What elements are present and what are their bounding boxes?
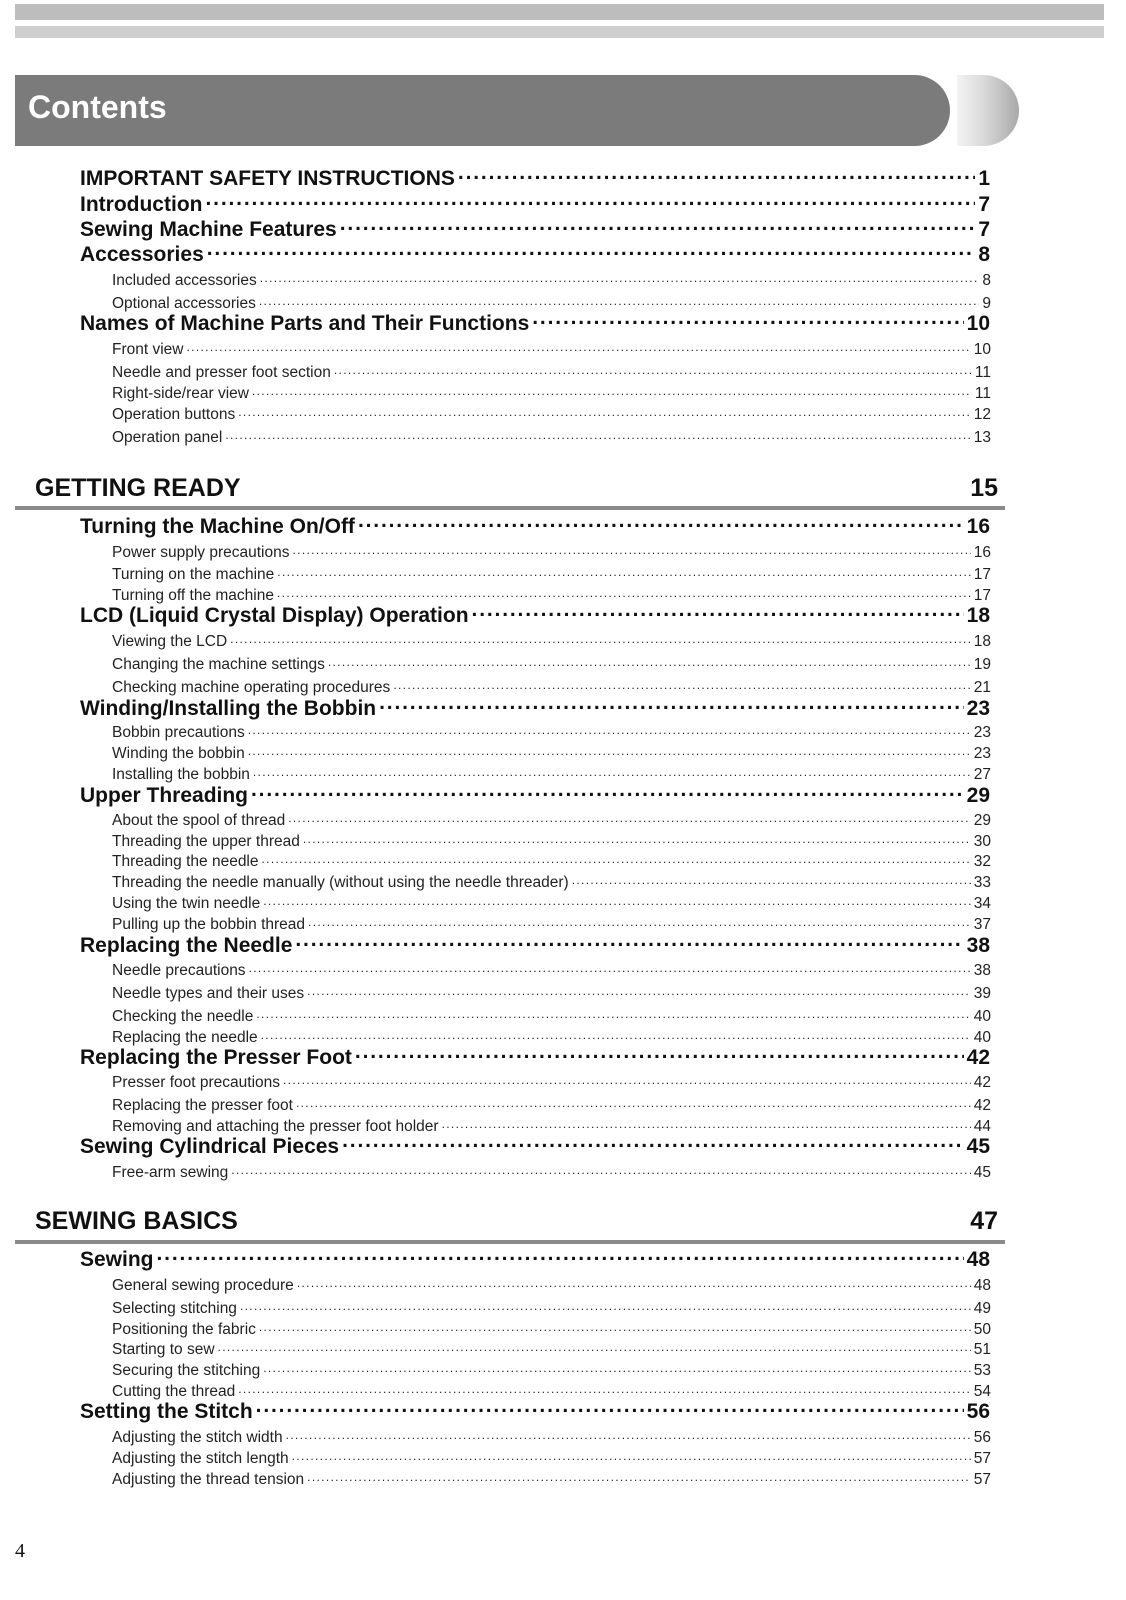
dot-leader — [358, 512, 964, 533]
dot-leader — [248, 742, 971, 758]
toc-entry-title: Names of Machine Parts and Their Functions — [80, 312, 530, 335]
toc-subentry[interactable] — [112, 1005, 991, 1026]
section-heading[interactable] — [35, 1207, 998, 1236]
dot-leader — [263, 892, 971, 908]
toc-entry-page: 8 — [978, 243, 990, 266]
toc-entry-page: 7 — [978, 218, 990, 241]
toc-chapter-entry[interactable] — [80, 1132, 990, 1159]
toc-entry-title: Replacing the Presser Foot — [80, 1046, 352, 1069]
toc-entry-page: 44 — [973, 1117, 991, 1135]
toc-entry-title: Using the twin needle — [112, 894, 261, 912]
toc-entry-title: Needle types and their uses — [112, 984, 305, 1002]
toc-entry-page: 23 — [966, 697, 990, 720]
dot-leader — [293, 541, 971, 557]
dot-leader — [225, 426, 970, 442]
toc-entry-page: 38 — [973, 961, 991, 979]
dot-leader — [157, 1245, 964, 1266]
section-heading[interactable] — [35, 474, 998, 503]
toc-entry-title: Operation buttons — [112, 405, 236, 423]
toc-entry-title: Right-side/rear view — [112, 384, 249, 402]
toc-entry-title: Turning the Machine On/Off — [80, 515, 355, 538]
dot-leader — [256, 1005, 970, 1021]
toc-entry-title: Winding/Installing the Bobbin — [80, 697, 377, 720]
toc-entry-page: 16 — [966, 515, 990, 538]
toc-entry-title: Installing the bobbin — [112, 765, 250, 783]
toc-entry-page: 57 — [973, 1470, 991, 1488]
dot-leader — [238, 1380, 971, 1396]
toc-entry-page: 45 — [973, 1163, 991, 1181]
toc-entry-title: Optional accessories — [112, 294, 256, 312]
toc-entry-page: 21 — [973, 678, 991, 696]
dot-leader — [230, 630, 971, 646]
toc-entry-title: Free-arm sewing — [112, 1163, 229, 1181]
toc-chapter-entry[interactable] — [80, 1043, 990, 1070]
section-rule — [15, 506, 1005, 510]
toc-entry-title: Threading the needle — [112, 852, 259, 870]
section-rule — [15, 1240, 1005, 1244]
toc-entry-page: 29 — [973, 811, 991, 829]
toc-chapter-entry[interactable] — [80, 1397, 990, 1424]
toc-entry-title: Introduction — [80, 193, 203, 216]
toc-entry-title: Removing and attaching the presser foot holder — [112, 1117, 439, 1135]
section-title: SEWING BASICS — [35, 1207, 238, 1235]
toc-subentry[interactable] — [112, 1426, 991, 1447]
toc-entry-title: Replacing the needle — [112, 1028, 258, 1046]
dot-leader — [283, 1071, 971, 1087]
toc-entry-title: Starting to sew — [112, 1340, 215, 1358]
dot-leader — [379, 694, 964, 715]
dot-leader — [307, 1468, 971, 1484]
toc-entry-page: 17 — [973, 586, 991, 604]
top-decorative-rule — [15, 4, 1104, 38]
toc-entry-title: Replacing the presser foot — [112, 1096, 293, 1114]
toc-entry-page: 17 — [973, 565, 991, 583]
dot-leader — [259, 1318, 971, 1334]
toc-entry-page: 42 — [973, 1096, 991, 1114]
dot-leader — [355, 1043, 964, 1064]
page-title: Contents — [28, 89, 167, 125]
toc-entry-page: 10 — [966, 312, 990, 335]
toc-chapter-entry[interactable] — [80, 694, 990, 721]
toc-entry-title: Securing the stitching — [112, 1361, 261, 1379]
toc-entry-page: 27 — [973, 765, 991, 783]
toc-entry-title: LCD (Liquid Crystal Display) Operation — [80, 604, 469, 627]
toc-entry-page: 23 — [973, 744, 991, 762]
toc-entry-title: Presser foot precautions — [112, 1073, 281, 1091]
toc-subentry[interactable] — [112, 1359, 991, 1380]
toc-entry-title: Turning on the machine — [112, 565, 275, 583]
dot-leader — [261, 1026, 971, 1042]
toc-entry-page: 13 — [973, 428, 991, 446]
toc-entry-page: 30 — [973, 832, 991, 850]
dot-leader — [240, 1297, 971, 1313]
toc-entry-page: 18 — [973, 632, 991, 650]
toc-entry-title: Checking machine operating procedures — [112, 678, 391, 696]
toc-chapter-entry[interactable] — [80, 215, 990, 242]
toc-entry-page: 39 — [973, 984, 991, 1002]
toc-entry-page: 11 — [974, 384, 991, 402]
toc-subentry[interactable] — [112, 426, 991, 447]
dot-leader — [277, 584, 971, 600]
toc-subentry[interactable] — [112, 1071, 991, 1092]
page-number: 4 — [15, 1540, 25, 1562]
toc-entry-page: 23 — [973, 723, 991, 741]
toc-entry-title: IMPORTANT SAFETY INSTRUCTIONS — [80, 167, 455, 190]
toc-entry-page: 19 — [973, 655, 991, 673]
toc-entry-page: 48 — [973, 1276, 991, 1294]
dot-leader — [472, 601, 964, 622]
dot-leader — [295, 931, 963, 952]
toc-entry-title: Threading the needle manually (without using the needle threader) — [112, 873, 569, 891]
toc-entry-title: Turning off the machine — [112, 586, 274, 604]
toc-entry-title: Winding the bobbin — [112, 744, 245, 762]
dot-leader — [251, 781, 964, 802]
dot-leader — [308, 913, 971, 929]
toc-entry-page: 50 — [973, 1320, 991, 1338]
dot-leader — [572, 871, 971, 887]
toc-subentry[interactable] — [112, 361, 991, 382]
toc-entry-page: 11 — [974, 363, 991, 381]
toc-subentry[interactable] — [112, 1161, 991, 1182]
toc-chapter-entry[interactable] — [80, 1245, 990, 1272]
dot-leader — [303, 830, 971, 846]
toc-entry-title: Sewing Machine Features — [80, 218, 337, 241]
toc-subentry[interactable] — [112, 871, 991, 892]
section-page: 47 — [970, 1207, 998, 1235]
toc-subentry[interactable] — [112, 1297, 991, 1318]
toc-subentry[interactable] — [112, 403, 991, 424]
toc-entry-page: 53 — [973, 1361, 991, 1379]
toc-entry-page: 45 — [966, 1135, 990, 1158]
toc-subentry[interactable] — [112, 1318, 991, 1339]
dot-leader — [532, 309, 963, 330]
section-title: GETTING READY — [35, 474, 241, 502]
toc-subentry[interactable] — [112, 1447, 991, 1468]
toc-entry-title: Positioning the fabric — [112, 1320, 256, 1338]
dot-leader — [231, 1161, 970, 1177]
dot-leader — [340, 215, 976, 236]
dot-leader — [442, 1115, 971, 1131]
dot-leader — [262, 850, 971, 866]
dot-leader — [187, 338, 971, 354]
toc-entry-title: Adjusting the stitch width — [112, 1428, 283, 1446]
toc-entry-title: Operation panel — [112, 428, 223, 446]
toc-entry-title: Checking the needle — [112, 1007, 254, 1025]
toc-entry-page: 37 — [973, 915, 991, 933]
toc-entry-title: Upper Threading — [80, 784, 249, 807]
banner-tip-decoration — [957, 75, 1019, 146]
toc-entry-title: Pulling up the bobbin thread — [112, 915, 306, 933]
toc-entry-page: 34 — [973, 894, 991, 912]
dot-leader — [288, 809, 971, 825]
toc-entry-title: Power supply precautions — [112, 543, 290, 561]
toc-entry-page: 10 — [973, 340, 991, 358]
dot-leader — [218, 1338, 971, 1354]
toc-subentry[interactable] — [112, 563, 991, 584]
toc-entry-title: Front view — [112, 340, 184, 358]
toc-entry-page: 49 — [973, 1299, 991, 1317]
dot-leader — [277, 563, 970, 579]
toc-subentry[interactable] — [112, 809, 991, 830]
dot-leader — [296, 1094, 971, 1110]
toc-entry-title: Replacing the Needle — [80, 934, 293, 957]
toc-entry-page: 48 — [966, 1248, 990, 1271]
toc-entry-page: 40 — [973, 1028, 991, 1046]
toc-subentry[interactable] — [112, 742, 991, 763]
toc-entry-page: 54 — [973, 1382, 991, 1400]
toc-subentry[interactable] — [112, 1094, 991, 1115]
dot-leader — [342, 1132, 964, 1153]
toc-subentry[interactable] — [112, 892, 991, 913]
toc-entry-page: 40 — [973, 1007, 991, 1025]
toc-entry-page: 38 — [966, 934, 990, 957]
dot-leader — [307, 982, 971, 998]
dot-leader — [260, 269, 980, 285]
toc-entry-page: 51 — [973, 1340, 991, 1358]
toc-subentry[interactable] — [112, 830, 991, 851]
toc-entry-title: Needle and presser foot section — [112, 363, 331, 381]
dot-leader — [328, 653, 971, 669]
dot-leader — [286, 1426, 971, 1442]
toc-entry-title: Needle precautions — [112, 961, 246, 979]
toc-subentry[interactable] — [112, 541, 991, 562]
toc-subentry[interactable] — [112, 721, 991, 742]
dot-leader — [238, 403, 971, 419]
dot-leader — [252, 382, 972, 398]
toc-chapter-entry[interactable] — [80, 240, 990, 267]
contents-banner — [15, 75, 950, 146]
toc-entry-page: 56 — [966, 1400, 990, 1423]
toc-chapter-entry[interactable] — [80, 781, 990, 808]
toc-entry-page: 33 — [973, 873, 991, 891]
dot-leader — [458, 164, 975, 185]
dot-leader — [263, 1359, 971, 1375]
toc-entry-page: 7 — [978, 193, 990, 216]
toc-chapter-entry[interactable] — [80, 309, 990, 336]
dot-leader — [205, 190, 975, 211]
toc-entry-page: 8 — [982, 271, 991, 289]
toc-entry-title: Accessories — [80, 243, 204, 266]
toc-entry-title: Threading the upper thread — [112, 832, 300, 850]
toc-subentry[interactable] — [112, 653, 991, 674]
dot-leader — [207, 240, 976, 261]
toc-entry-title: Changing the machine settings — [112, 655, 325, 673]
toc-entry-page: 42 — [973, 1073, 991, 1091]
toc-subentry[interactable] — [112, 1274, 991, 1295]
toc-subentry[interactable] — [112, 959, 991, 980]
toc-subentry[interactable] — [112, 850, 991, 871]
toc-entry-title: Setting the Stitch — [80, 1400, 253, 1423]
toc-entry-page: 32 — [973, 852, 991, 870]
toc-subentry[interactable] — [112, 382, 991, 403]
toc-subentry[interactable] — [112, 338, 991, 359]
toc-entry-page: 16 — [973, 543, 991, 561]
toc-entry-title: Cutting the thread — [112, 1382, 236, 1400]
toc-entry-title: General sewing procedure — [112, 1276, 294, 1294]
toc-chapter-entry[interactable] — [80, 164, 990, 191]
toc-entry-page: 56 — [973, 1428, 991, 1446]
toc-chapter-entry[interactable] — [80, 601, 990, 628]
toc-entry-title: Viewing the LCD — [112, 632, 228, 650]
toc-entry-title: Sewing Cylindrical Pieces — [80, 1135, 340, 1158]
toc-chapter-entry[interactable] — [80, 931, 990, 958]
dot-leader — [334, 361, 972, 377]
toc-subentry[interactable] — [112, 1468, 991, 1489]
toc-entry-title: Sewing — [80, 1248, 154, 1271]
toc-entry-title: Bobbin precautions — [112, 723, 245, 741]
dot-leader — [297, 1274, 971, 1290]
dot-leader — [256, 1397, 964, 1418]
toc-subentry[interactable] — [112, 630, 991, 651]
banner-gap — [950, 75, 957, 146]
toc-subentry[interactable] — [112, 1338, 991, 1359]
section-page: 15 — [970, 474, 998, 502]
toc-entry-page: 42 — [966, 1046, 990, 1069]
toc-entry-page: 29 — [966, 784, 990, 807]
toc-entry-title: Adjusting the stitch length — [112, 1449, 289, 1467]
dot-leader — [248, 721, 971, 737]
toc-subentry[interactable] — [112, 982, 991, 1003]
toc-entry-title: Selecting stitching — [112, 1299, 237, 1317]
dot-leader — [249, 959, 971, 975]
toc-subentry[interactable] — [112, 269, 991, 290]
dot-leader — [259, 292, 980, 308]
toc-entry-title: About the spool of thread — [112, 811, 286, 829]
dot-leader — [393, 676, 970, 692]
toc-chapter-entry[interactable] — [80, 512, 990, 539]
toc-entry-title: Included accessories — [112, 271, 257, 289]
toc-entry-page: 57 — [973, 1449, 991, 1467]
toc-entry-page: 9 — [982, 294, 991, 312]
dot-leader — [253, 763, 971, 779]
toc-entry-page: 18 — [966, 604, 990, 627]
toc-entry-page: 12 — [973, 405, 991, 423]
dot-leader — [292, 1447, 971, 1463]
toc-entry-title: Adjusting the thread tension — [112, 1470, 305, 1488]
toc-chapter-entry[interactable] — [80, 190, 990, 217]
toc-entry-page: 1 — [978, 167, 990, 190]
